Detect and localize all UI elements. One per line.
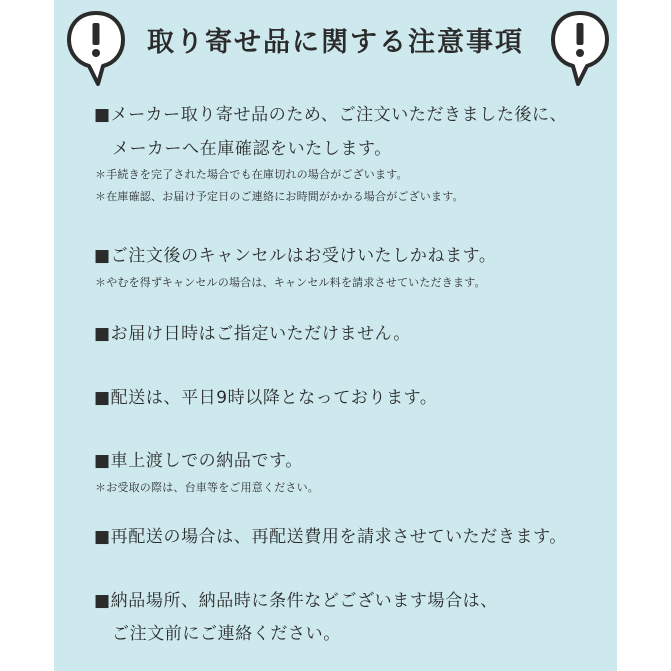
notice-item [94, 241, 497, 266]
bullet-square: ■ [94, 451, 111, 471]
page-title: 取り寄せ品に関する注意事項 [147, 27, 524, 58]
notice-item [94, 446, 303, 471]
bullet-square: ■ [94, 388, 111, 408]
notice-item [94, 100, 567, 125]
notice-note: ＊お受取の際は、台車等をご用意ください。 [95, 481, 319, 494]
notice-item [94, 319, 411, 344]
bullet-square: ■ [94, 591, 111, 611]
notice-item [94, 586, 498, 611]
notice-item [94, 522, 567, 547]
notice-note: ＊手続きを完了された場合でも在庫切れの場合がございます。 [95, 168, 408, 181]
notice-text: 再配送の場合は、再配送費用を請求させていただきます。 [110, 527, 567, 547]
notice-text-continued: メーカーへ在庫確認をいたします。 [112, 139, 392, 159]
bullet-square: ■ [94, 246, 111, 266]
notice-text: メーカー取り寄せ品のため、ご注文いただきました後に、 [110, 105, 568, 125]
notice-text: 配送は、平日9時以降となっております。 [110, 388, 438, 408]
notice-item [94, 383, 438, 408]
notice-text: ご注文後のキャンセルはお受けいたしかねます。 [110, 246, 497, 266]
notice-text: 納品場所、納品時に条件などございます場合は、 [110, 591, 498, 611]
bullet-square: ■ [94, 527, 111, 547]
bullet-square: ■ [94, 324, 111, 344]
notice-note: ＊やむを得ずキャンセルの場合は、キャンセル料を請求させていただきます。 [95, 276, 486, 289]
bullet-square: ■ [94, 105, 111, 125]
notice-text: 車上渡しでの納品です。 [110, 451, 303, 471]
notice-text: お届け日時はご指定いただけません。 [110, 324, 411, 344]
notice-note: ＊在庫確認、お届け予定日のご連絡にお時間がかかる場合がございます。 [95, 190, 464, 203]
notice-text-continued: ご注文前にご連絡ください。 [112, 624, 341, 644]
